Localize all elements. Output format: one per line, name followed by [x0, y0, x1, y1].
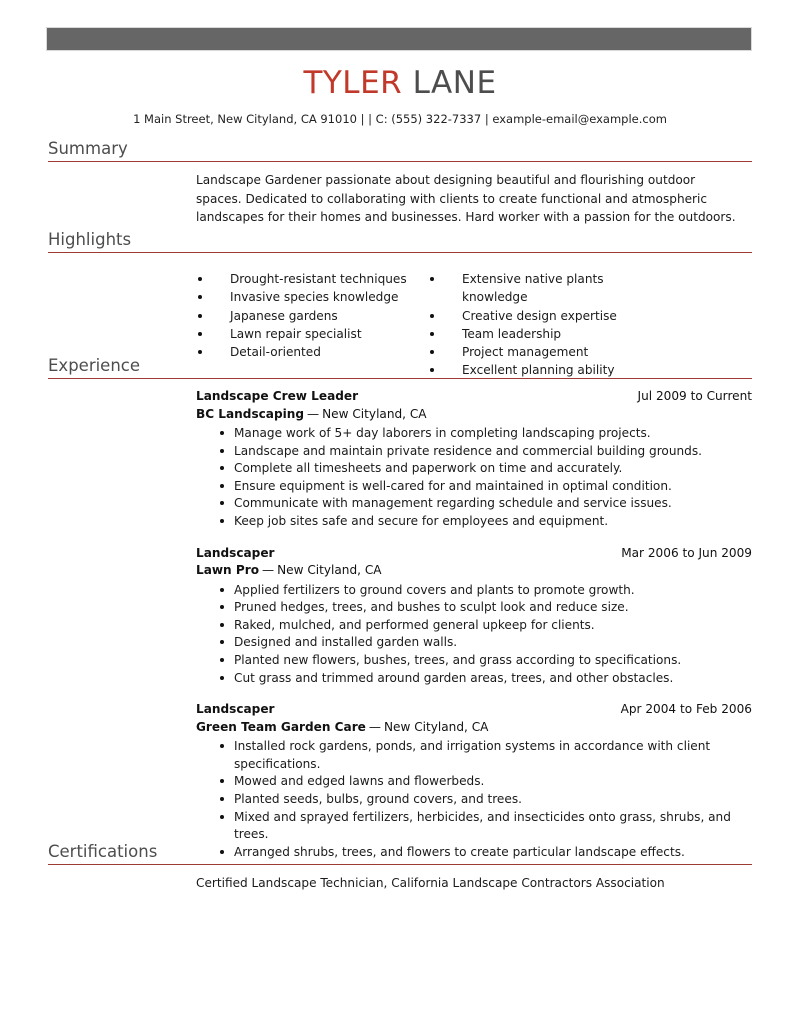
- highlights-list-left: [196, 270, 428, 361]
- job-company: Lawn Pro: [196, 563, 259, 578]
- section-body-experience: [48, 379, 752, 861]
- experience-entry: [196, 388, 752, 531]
- section-title-certifications: Certifications: [48, 842, 158, 861]
- company-location-separator: —: [307, 406, 320, 421]
- first-name: TYLER: [303, 65, 403, 101]
- section-body-certifications: [48, 865, 752, 892]
- experience-entry: [196, 545, 752, 688]
- job-company-line: [196, 406, 752, 424]
- highlight-item: Excellent planning ability: [428, 361, 660, 379]
- job-date-range: Apr 2004 to Feb 2006: [620, 702, 752, 717]
- job-responsibility-item: Applied fertilizers to ground covers and plants to promote growth.: [196, 582, 752, 600]
- job-responsibility-item: Pruned hedges, trees, and bushes to sculpt look and reduce size.: [196, 599, 752, 617]
- highlight-item: Japanese gardens: [196, 307, 428, 325]
- section-title-highlights: Highlights: [48, 230, 132, 249]
- job-responsibility-item: Designed and installed garden walls.: [196, 634, 752, 652]
- job-responsibility-item: Manage work of 5+ day laborers in completing landscaping projects.: [196, 425, 752, 443]
- header-accent-bar: [46, 27, 752, 51]
- last-name: LANE: [402, 65, 497, 101]
- job-responsibility-item: Arranged shrubs, trees, and flowers to create particular landscape effects.: [196, 844, 752, 862]
- highlight-item: Drought-resistant techniques: [196, 270, 428, 288]
- highlight-item: Project management: [428, 343, 660, 361]
- job-title: Landscaper: [196, 702, 275, 717]
- job-responsibility-item: Mowed and edged lawns and flowerbeds.: [196, 773, 752, 791]
- job-responsibility-item: Planted seeds, bulbs, ground covers, and trees.: [196, 791, 752, 809]
- section-certifications: [48, 842, 752, 892]
- highlight-item: Invasive species knowledge: [196, 288, 428, 306]
- page-title: [0, 65, 800, 101]
- job-responsibility-item: Raked, mulched, and performed general upkeep for clients.: [196, 617, 752, 635]
- job-responsibility-list: [196, 423, 752, 531]
- highlight-item: Creative design expertise: [428, 307, 660, 325]
- contact-info: 1 Main Street, New Cityland, CA 91010 | | C: (555) 322-7337 | example-email@example.com: [133, 112, 667, 126]
- highlight-item: Lawn repair specialist: [196, 325, 428, 343]
- certifications-text: Certified Landscape Technician, California Landscape Contractors Association: [196, 876, 665, 890]
- highlight-item: Detail-oriented: [196, 343, 428, 361]
- company-location-separator: —: [368, 719, 381, 734]
- job-responsibility-item: Installed rock gardens, ponds, and irrigation systems in accordance with client specifications.: [196, 738, 752, 773]
- job-company-line: [196, 562, 752, 580]
- job-company: Green Team Garden Care: [196, 719, 366, 734]
- job-company: BC Landscaping: [196, 406, 305, 421]
- summary-text: Landscape Gardener passionate about designing beautiful and flourishing outdoor spaces. Dedicated to collaborating with clients to create functional and atmospheric landscapes for their homes and businesses. Hard worker with a passion for the outdoors.: [196, 173, 736, 225]
- section-title-experience: Experience: [48, 356, 141, 375]
- job-responsibility-item: Cut grass and trimmed around garden areas, trees, and other obstacles.: [196, 670, 752, 688]
- experience-entries: [196, 388, 752, 861]
- job-responsibility-list: [196, 580, 752, 688]
- job-responsibility-item: Keep job sites safe and secure for employees and equipment.: [196, 513, 752, 531]
- job-responsibility-item: Landscape and maintain private residence and commercial building grounds.: [196, 443, 752, 461]
- company-location-separator: —: [262, 563, 275, 578]
- highlight-item: Team leadership: [428, 325, 660, 343]
- job-header-row: [196, 388, 752, 406]
- job-header-row: [196, 545, 752, 563]
- section-title-summary: Summary: [48, 139, 128, 158]
- job-date-range: Jul 2009 to Current: [637, 389, 752, 403]
- job-responsibility-item: Complete all timesheets and paperwork on time and accurately.: [196, 460, 752, 478]
- job-title: Landscaper: [196, 545, 275, 560]
- job-title: Landscape Crew Leader: [196, 389, 359, 403]
- job-date-range: Mar 2006 to Jun 2009: [621, 545, 752, 560]
- job-header-row: [196, 701, 752, 719]
- job-location: New Cityland, CA: [383, 719, 489, 734]
- job-company-line: [196, 719, 752, 737]
- job-location: New Cityland, CA: [322, 406, 427, 421]
- job-responsibility-item: Mixed and sprayed fertilizers, herbicides, and insecticides onto grass, shrubs, and trees.: [196, 809, 752, 844]
- job-responsibility-item: Planted new flowers, bushes, trees, and grass according to specifications.: [196, 652, 752, 670]
- section-experience: [48, 356, 752, 861]
- section-summary: [48, 139, 752, 227]
- section-body-summary: [48, 162, 752, 227]
- experience-entry: [196, 701, 752, 861]
- job-location: New Cityland, CA: [277, 563, 382, 578]
- highlight-item: Extensive native plants knowledge: [428, 270, 660, 307]
- job-responsibility-item: Ensure equipment is well-cared for and maintained in optimal condition.: [196, 478, 752, 496]
- job-responsibility-item: Communicate with management regarding schedule and service issues.: [196, 495, 752, 513]
